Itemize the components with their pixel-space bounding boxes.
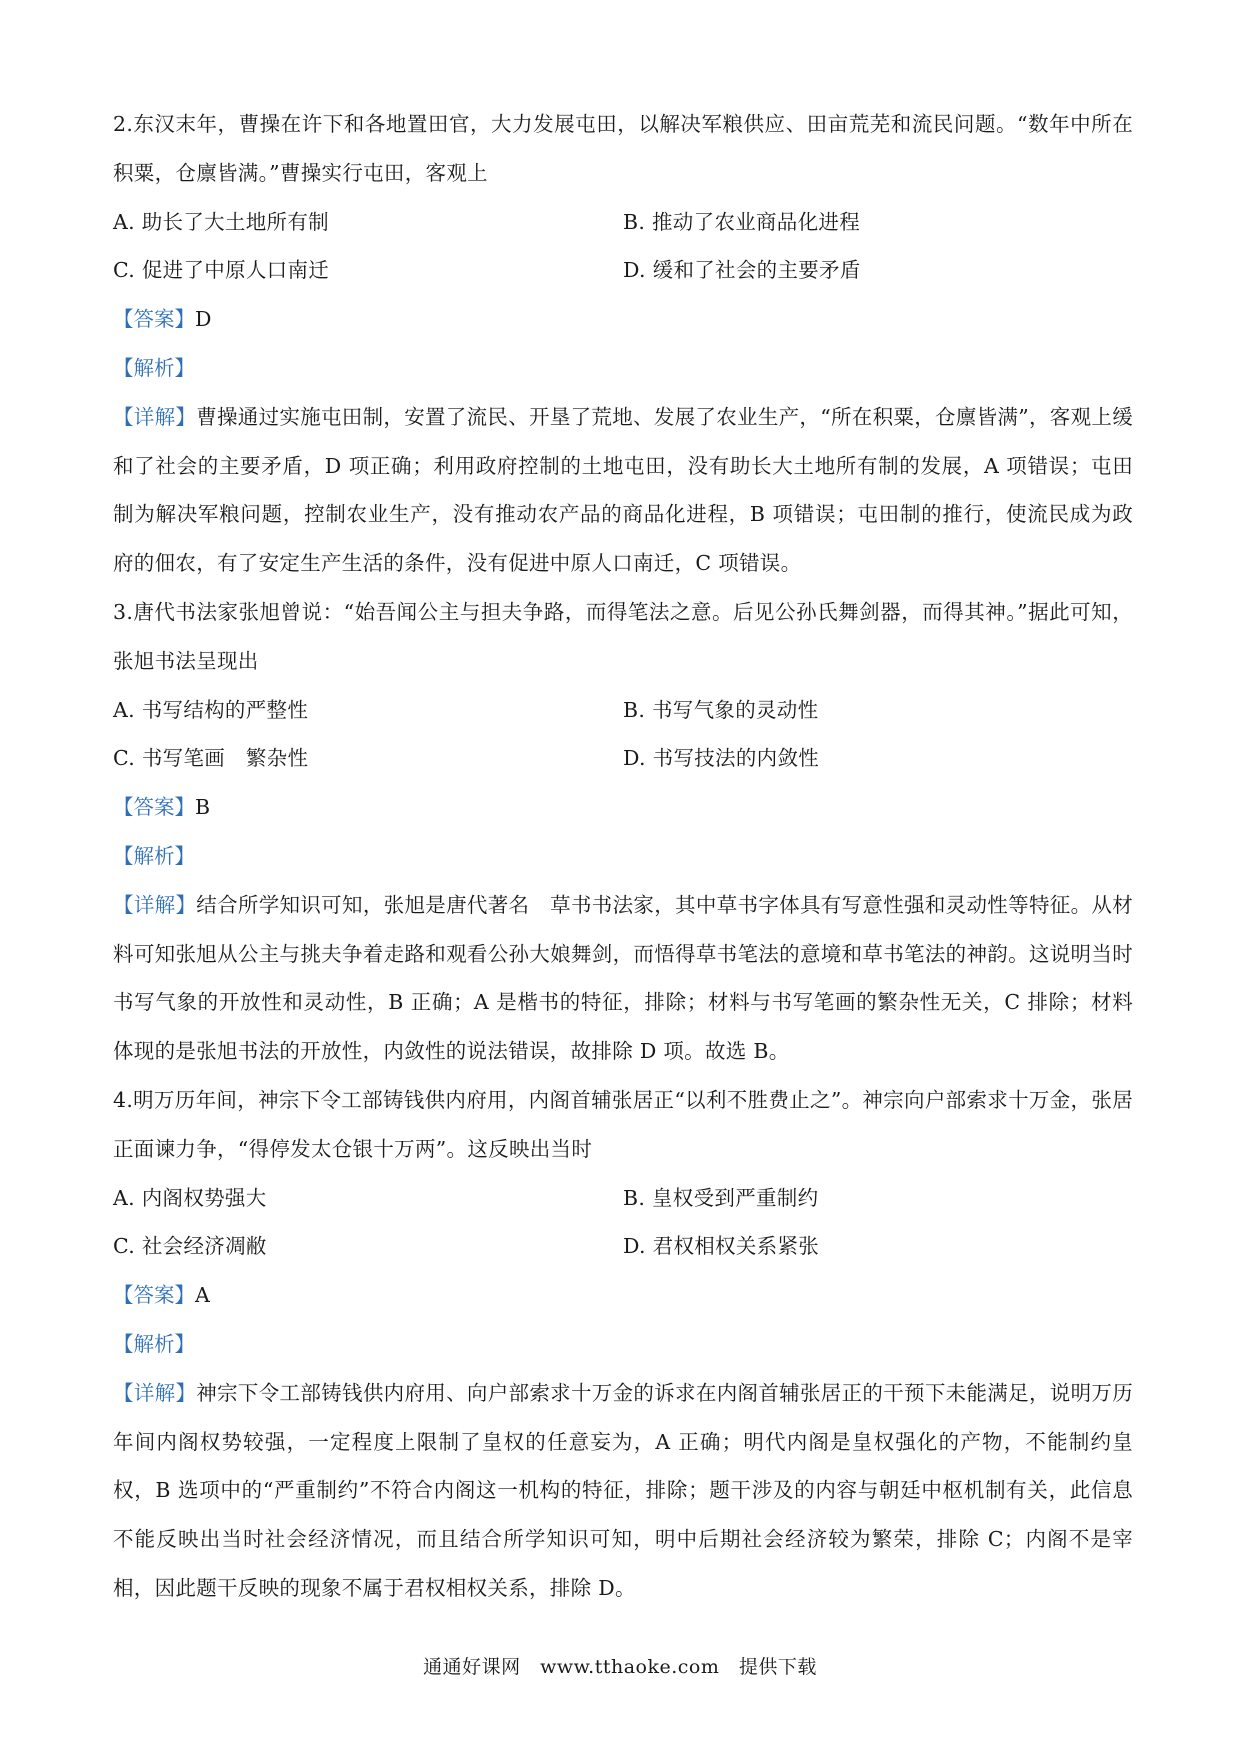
option-a: A. 内阁权势强大 (113, 1185, 267, 1210)
question-stem: 2.东汉末年，曹操在许下和各地置田官，大力发展屯田，以解决军粮供应、田亩荒芜和流民问题。“数年中所在积粟，仓廪皆满。”曹操实行屯田，客观上 (113, 112, 1133, 185)
answer-line (113, 295, 1133, 344)
question-stem: 3.唐代书法家张旭曾说：“始吾闻公主与担夫争路，而得笔法之意。后见公孙氏舞剑器，而得其神。”据此可知，张旭书法呈现出 (113, 599, 1133, 673)
answer-tag: 【答案】 (113, 795, 195, 820)
analysis-tag: 【解析】 (113, 1331, 195, 1356)
analysis-line (113, 344, 1133, 393)
option-list (113, 198, 1133, 296)
analysis-tag: 【解析】 (113, 843, 195, 868)
answer-value: B (195, 795, 211, 820)
detail-text: 结合所学知识可知，张旭是唐代著名 草书书法家，其中草书字体具有写意性强和灵动性等特征。从材料可知张旭从公主与挑夫争着走路和观看公孙大娘舞剑，而悟得草书笔法的意境和草书笔法的神韵。这说明当时书写气象的开放性和灵动性，B 正确；A 是楷书的特征，排除；材料与书写笔画的繁杂性无关，C 排除；材料体现的是张旭书法的开放性，内敛性的说法错误，故排除 D 项。故选 B。 (113, 892, 1134, 1064)
option-list (113, 686, 1133, 784)
option-list (113, 1174, 1133, 1272)
option-b: B. 皇权受到严重制约 (623, 1185, 819, 1210)
option-c: C. 书写笔画 繁杂性 (113, 746, 309, 771)
answer-tag: 【答案】 (113, 307, 195, 332)
option-b: B. 推动了农业商品化进程 (623, 209, 860, 234)
answer-line (113, 783, 1133, 832)
option-a: A. 助长了大土地所有制 (113, 209, 329, 234)
option-b: B. 书写气象的灵动性 (623, 697, 819, 722)
detail-tag: 【详解】 (113, 892, 197, 917)
detail-paragraph (113, 393, 1133, 588)
detail-tag: 【详解】 (113, 1380, 197, 1405)
answer-line (113, 1271, 1133, 1320)
detail-paragraph (113, 1369, 1133, 1613)
question-stem: 4.明万历年间，神宗下令工部铸钱供内府用，内阁首辅张居正“以利不胜费止之”。神宗向户部索求十万金，张居正面谏力争，“得停发太仓银十万两”。这反映出当时 (113, 1087, 1133, 1161)
answer-tag: 【答案】 (113, 1283, 195, 1308)
detail-paragraph (113, 881, 1133, 1076)
page-footer: 通通好课网 www.tthaoke.com 提供下载 (423, 1656, 817, 1678)
answer-value: A (195, 1283, 210, 1308)
option-d: D. 书写技法的内敛性 (623, 746, 820, 771)
analysis-line (113, 832, 1133, 881)
option-d: D. 缓和了社会的主要矛盾 (623, 258, 861, 283)
option-d: D. 君权相权关系紧张 (623, 1234, 820, 1259)
answer-value: D (195, 307, 212, 332)
page-content (113, 100, 1133, 1613)
detail-text: 曹操通过实施屯田制，安置了流民、开垦了荒地、发展了农业生产，“所在积粟，仓廪皆满”，客观上缓和了社会的主要矛盾，D 项正确；利用政府控制的土地屯田，没有助长大土地所有制的发展，A 项错误；屯田制为解决军粮问题，控制农业生产，没有推动农产品的商品化进程，B 项错误；屯田制的推行，使流民成为政府的佃农，有了安定生产生活的条件，没有促进中原人口南迁，C 项错误。 (113, 404, 1133, 576)
option-a: A. 书写结构的严整性 (113, 697, 309, 722)
question-4 (113, 1076, 1133, 1613)
detail-text: 神宗下令工部铸钱供内府用、向户部索求十万金的诉求在内阁首辅张居正的干预下未能满足，说明万历年间内阁权势较强，一定程度上限制了皇权的任意妄为，A 正确；明代内阁是皇权强化的产物，不能制约皇权，B 选项中的“严重制约”不符合内阁这一机构的特征，排除；题干涉及的内容与朝廷中枢机制有关，此信息不能反映出当时社会经济情况，而且结合所学知识可知，明中后期社会经济较为繁荣，排除 C；内阁不是宰相，因此题干反映的现象不属于君权相权关系，排除 D。 (113, 1380, 1134, 1600)
question-3 (113, 588, 1133, 1076)
analysis-line (113, 1320, 1133, 1369)
analysis-tag: 【解析】 (113, 355, 195, 380)
question-2 (113, 100, 1133, 588)
option-c: C. 促进了中原人口南迁 (113, 258, 330, 283)
option-c: C. 社会经济凋敝 (113, 1234, 267, 1259)
detail-tag: 【详解】 (113, 404, 197, 429)
